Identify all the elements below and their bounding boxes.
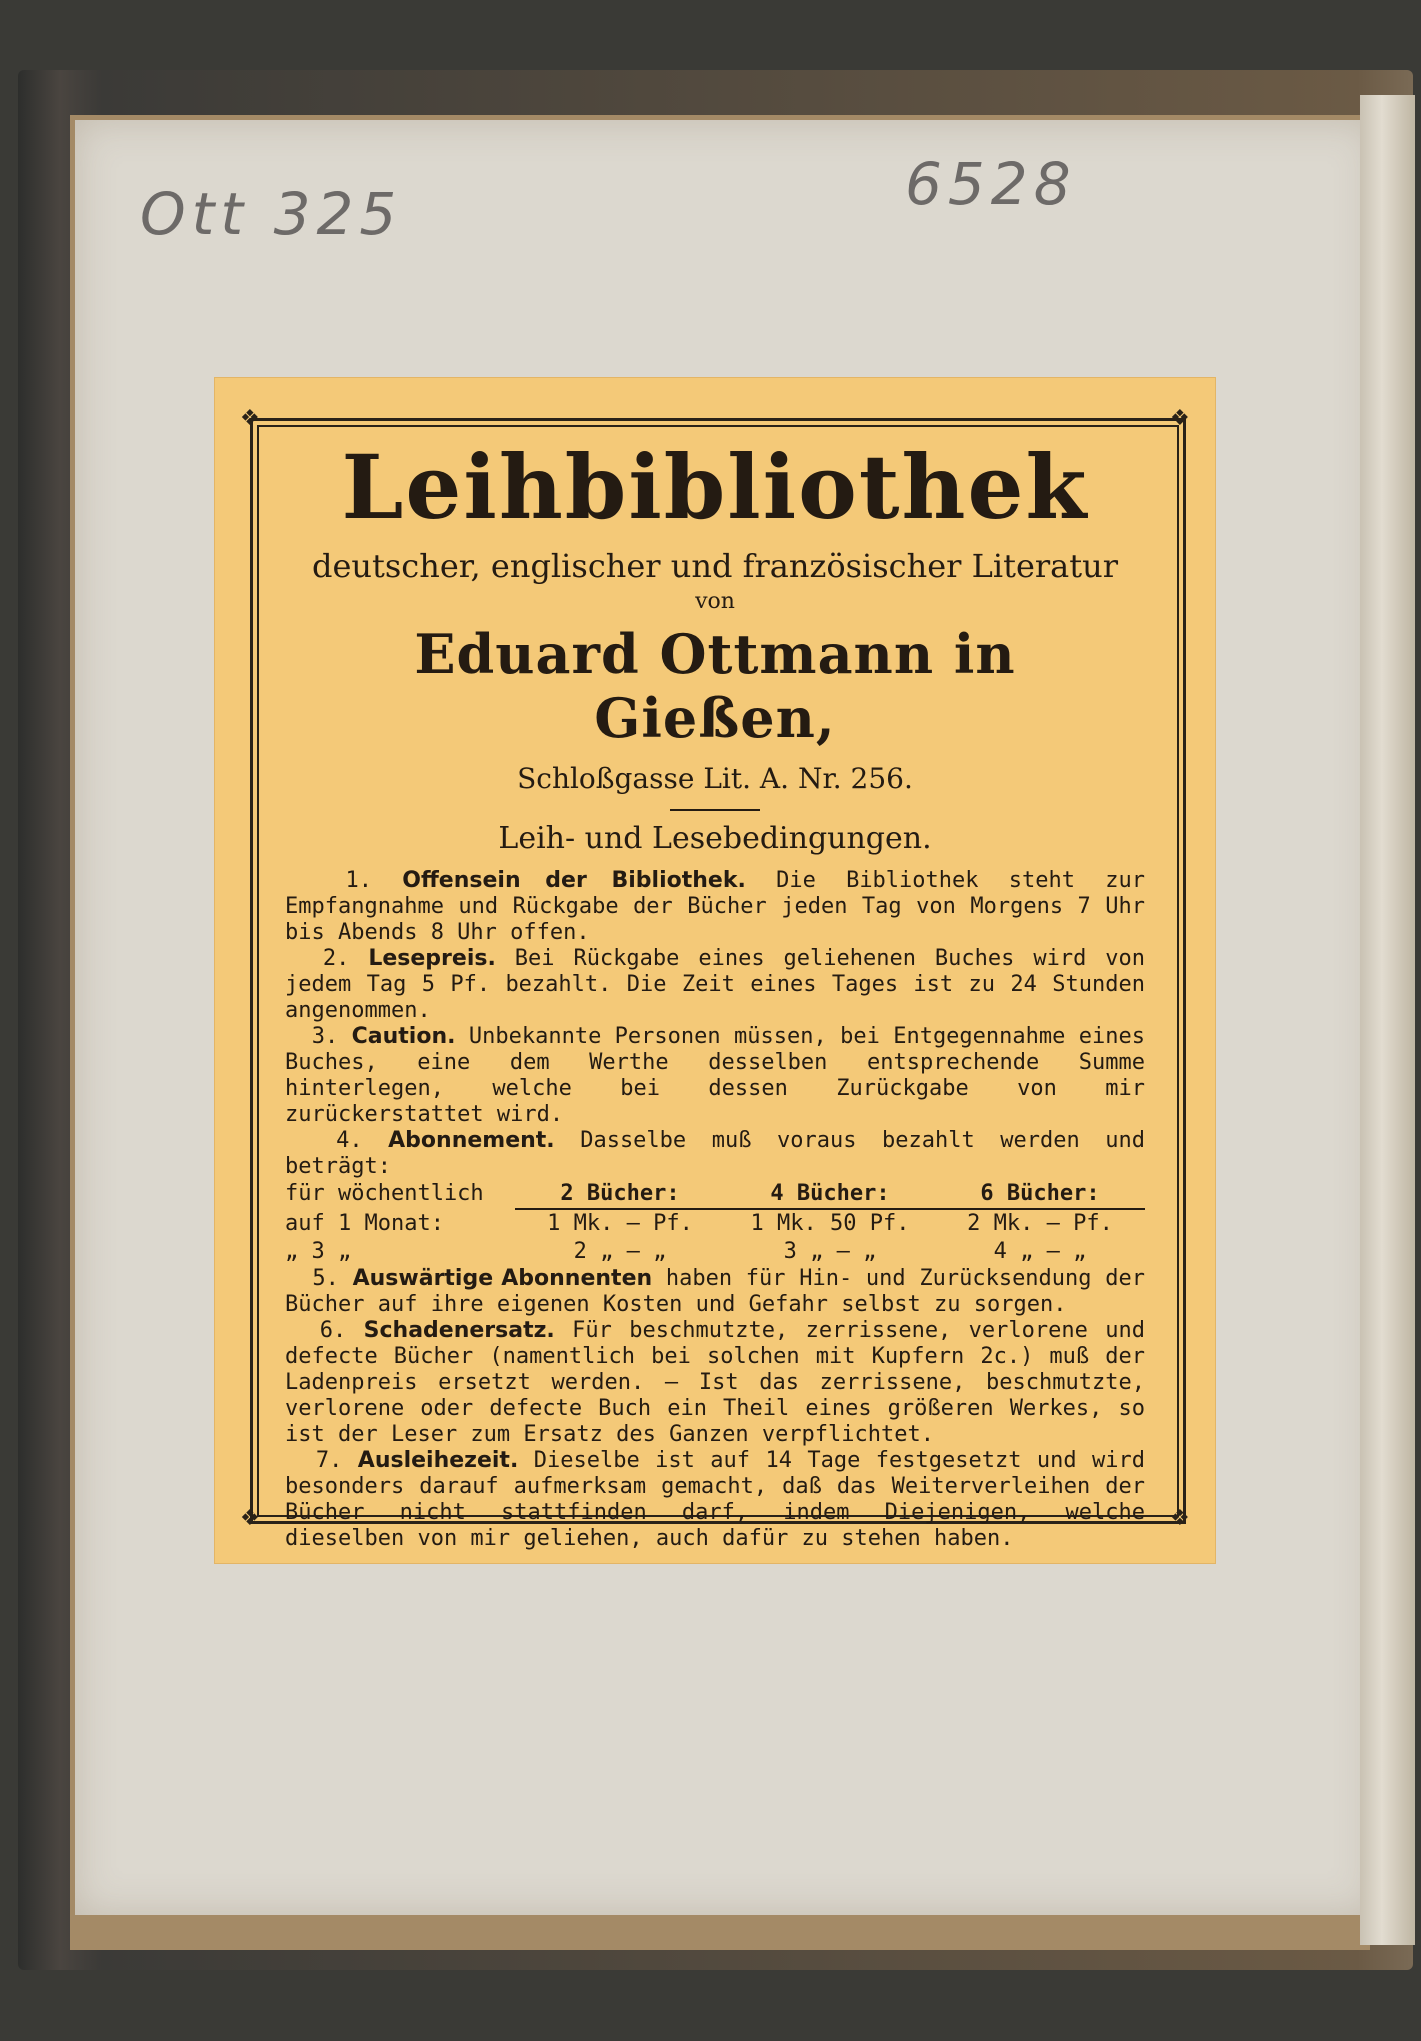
table-header-label: für wöchentlich [285,1181,484,1206]
rule-item: 3. Caution. Unbekannte Personen müssen, bei Entgegennahme eines Buches, eine dem Werthe desselben entsprechende Summe hinterlegen, welche bei dessen Zurückgabe von mir zurückerstattet wird. [285,1024,1145,1127]
label-title: Leihbibliothek [341,435,1089,539]
corner-ornament-icon: ❖ [240,406,260,431]
fee-table [285,1180,1145,1266]
rule-item: 1. Offensein der Bibliothek. Die Bibliothek steht zur Empfangnahme und Rückgabe der Bücher jeden Tag von Morgens 7 Uhr bis Abends 8 Uhr offen. [285,868,1145,945]
label-subtitle: deutscher, englischer und französischer Literatur [311,547,1119,585]
corner-ornament-icon: ❖ [240,1506,260,1531]
rule-item: 5. Auswärtige Abonnenten haben für Hin- und Zurücksendung der Bücher auf ihre eigenen Kosten und Gefahr selbst zu sorgen. [285,1266,1145,1317]
page-edges [1360,95,1415,1945]
table-row-label: „ 3 „ [285,1239,352,1264]
table-column-header: 2 Bücher: [515,1180,725,1210]
table-cell: 2 „ — „ [573,1239,667,1264]
table-cell: 4 „ — „ [993,1239,1087,1264]
rule-item: 7. Ausleihezeit. Dieselbe ist auf 14 Tage festgesetzt und wird besonders darauf aufmerksam gemacht, daß das Weiterverleihen der Bücher nicht stattfinden darf, indem Diejenigen, welche dieselben von mir geliehen, auch dafür zu stehen haben. [285,1448,1146,1551]
divider [670,809,760,811]
table-cell: 1 Mk. 50 Pf. [750,1211,910,1236]
label-content [285,435,1146,1552]
table-cell: 3 „ — „ [783,1239,877,1264]
label-owner: Eduard Ottmann in Gießen, [414,622,1016,750]
table-cell: 2 Mk. — Pf. [967,1211,1113,1236]
label-von: von [695,589,735,614]
label-address: Schloßgasse Lit. A. Nr. 256. [517,762,913,795]
table-column-header: 6 Bücher: [935,1180,1145,1210]
conditions-heading: Leih- und Lesebedingungen. [498,821,932,856]
corner-ornament-icon: ❖ [1170,406,1190,431]
library-label [215,378,1215,1563]
rule-item: 2. Lesepreis. Bei Rückgabe eines geliehenen Buches wird von jedem Tag 5 Pf. bezahlt. Die Zeit eines Tages ist zu 24 Stunden angenommen. [285,946,1145,1023]
table-cell: 1 Mk. — Pf. [547,1211,693,1236]
rule-item: 6. Schadenersatz. Für beschmutzte, zerrissene, verlorene und defecte Bücher (namentlich bei solchen mit Kupfern 2c.) muß der Ladenpreis ersetzt werden. — Ist das zerrissene, beschmutzte, verlorene oder defecte Buch ein Theil eines größeren Werkes, so ist der Leser zum Ersatz des Ganzen verpflichtet. [285,1318,1146,1447]
table-row-label: auf 1 Monat: [285,1211,444,1236]
corner-ornament-icon: ❖ [1170,1506,1190,1531]
handwritten-shelfmark: Ott 325 [140,180,403,248]
table-column-header: 4 Bücher: [725,1180,935,1210]
handwritten-number: 6528 [905,150,1077,218]
rule-item: 4. Abonnement. Dasselbe muß voraus bezahlt werden und beträgt: [285,1128,1145,1179]
